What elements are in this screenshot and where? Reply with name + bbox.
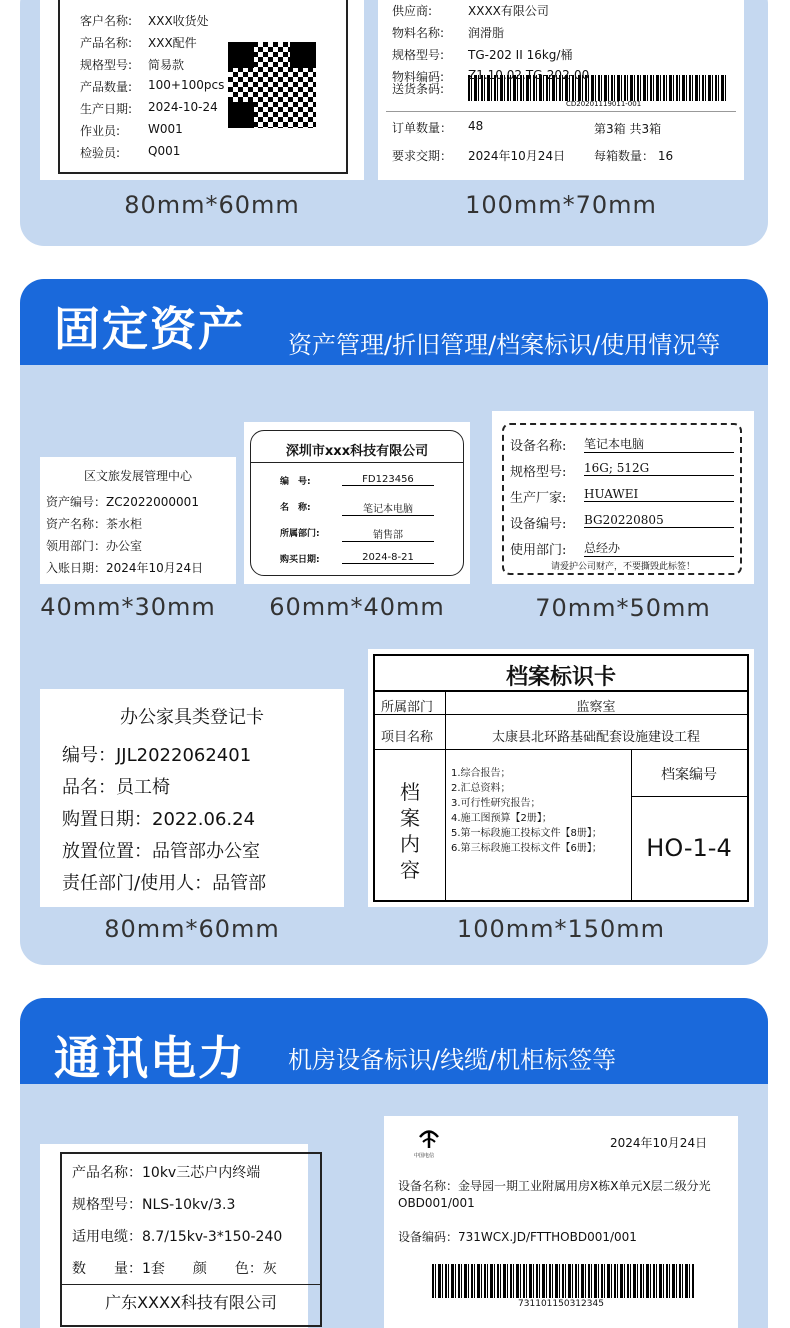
size-label: 80mm*60mm [104, 915, 280, 943]
device-code: 设备编码：731WCX.JD/FTTHOBD001/001 [398, 1230, 637, 1244]
label-note: 请爱护公司财产，不要撕毁此标签！ [550, 562, 695, 572]
label-title [140, 0, 260, 1]
project-key: 项目名称 [381, 730, 434, 745]
section-panel-telecom [20, 998, 768, 1328]
due-date-value: 2024年10月24日 [468, 149, 566, 163]
asset-label-company [244, 422, 470, 584]
content-key-char: 案 [400, 806, 420, 830]
due-date-label: 要求交期： [392, 149, 453, 163]
barcode-number: CD20201119011-001 [566, 100, 642, 108]
device-name: 设备名称：金导园一期工业附属用房X栋X单元X层二级分光OBD001/001 [398, 1179, 711, 1210]
section-title: 通讯电力 [54, 1031, 246, 1085]
row-value: 简易款 [148, 58, 185, 72]
barcode-label: 送货条码: [392, 82, 445, 96]
row-key: 设备名称: [510, 439, 567, 454]
row-text: 规格型号：NLS-10kv/3.3 [72, 1197, 236, 1213]
project-value: 太康县北环路基础配套设施建设工程 [491, 730, 700, 745]
per-box-qty: 每箱数量： 16 [594, 149, 674, 163]
row-text: 适用电缆：8.7/15kv-3*150-240 [72, 1229, 283, 1245]
label-title: 区文旅发展管理中心 [83, 469, 192, 483]
row-text: 资产名称：茶水柜 [46, 517, 143, 531]
content-key-char: 容 [400, 858, 420, 882]
qr-code [228, 42, 316, 128]
row-value: HUAWEI [584, 487, 734, 502]
row-key: 物料名称: [392, 26, 445, 40]
row-value: FD123456 [342, 474, 434, 486]
row-key: 作业员: [80, 124, 121, 138]
label-date: 2024年10月24日 [610, 1136, 708, 1150]
archive-item: 3.可行性研究报告； [451, 798, 541, 809]
row-key: 客户名称: [80, 14, 133, 28]
section-subtitle: 资产管理/折旧管理/档案标识/使用情况等 [288, 331, 721, 359]
content-key-char: 内 [400, 832, 420, 856]
order-qty-label: 订单数量： [392, 121, 453, 135]
row-value: XXXX有限公司 [468, 4, 549, 18]
section-panel-fixed-assets [20, 279, 768, 965]
archive-item: 6.第三标段施工投标文件【6册】； [451, 843, 602, 854]
row-value: 润滑脂 [468, 26, 505, 40]
section-subtitle: 机房设备标识/线缆/机柜标签等 [288, 1046, 617, 1074]
row-value: 总经办 [584, 539, 734, 557]
order-qty-value: 48 [468, 119, 484, 133]
barcode-number: 731101150312345 [518, 1299, 604, 1309]
section-banner [20, 998, 768, 1084]
row-key: 设备编号: [510, 517, 567, 532]
row-value: 销售部 [342, 526, 434, 542]
section-banner [20, 279, 768, 365]
delivery-label-card [378, 0, 744, 219]
archive-code-key: 档案编号 [661, 767, 717, 783]
row-value: Q001 [148, 144, 181, 158]
row-value: XXX收货处 [148, 14, 209, 28]
archive-item: 1.综合报告； [451, 768, 511, 779]
row-key: 使用部门: [510, 543, 567, 558]
row-value: TG-202 II 16kg/桶 [468, 48, 573, 62]
device-barcode [432, 1264, 694, 1298]
row-key: 名 称: [280, 503, 311, 513]
row-key: 生产日期: [80, 102, 133, 116]
row-value: 笔记本电脑 [342, 500, 434, 516]
row-value: 100+100pcs [148, 78, 225, 92]
dept-value: 监察室 [576, 700, 616, 715]
archive-item: 5.第一标段施工投标文件【8册】； [451, 828, 602, 839]
device-label-card [384, 1116, 738, 1328]
row-key: 规格型号: [510, 465, 567, 480]
archive-item: 4.施工图预算【2册】； [451, 813, 552, 824]
row-text: 品名：员工椅 [62, 777, 170, 798]
row-key: 供应商: [392, 4, 433, 18]
row-text: 放置位置：品管部办公室 [62, 841, 260, 862]
row-key: 编 号: [280, 477, 311, 487]
size-label: 100mm*150mm [456, 915, 666, 943]
size-label: 70mm*50mm [535, 594, 711, 622]
row-key: 生产厂家: [510, 491, 567, 506]
box-info: 第3箱 共3箱 [594, 122, 662, 136]
row-key: 产品名称: [80, 36, 133, 50]
shipping-label-card [40, 0, 364, 219]
row-text: 责任部门/使用人：品管部 [62, 873, 267, 894]
label-title: 办公家具类登记卡 [120, 707, 264, 728]
logo-text: 中国电信 [414, 1153, 435, 1159]
row-value: XXX配件 [148, 36, 197, 50]
section-title: 固定资产 [54, 302, 246, 356]
row-key: 规格型号: [392, 48, 445, 62]
row-value: W001 [148, 122, 183, 136]
size-label: 80mm*60mm [124, 191, 300, 219]
row-value: Z1.10.02.TG-202-00 [468, 68, 590, 82]
row-text: 产品名称：10kv三芯户内终端 [72, 1165, 261, 1181]
row-key: 物料编码: [392, 70, 445, 84]
row-value: 2024-10-24 [148, 100, 218, 114]
size-label: 60mm*40mm [269, 593, 445, 621]
row-text: 编号：JJL2022062401 [62, 745, 252, 766]
row-key: 购买日期: [280, 555, 320, 565]
archive-code-value: HO-1-4 [646, 834, 732, 862]
archive-table [373, 654, 749, 902]
telecom-logo-icon [414, 1128, 444, 1150]
dept-key: 所属部门 [381, 700, 434, 715]
section-panel-1 [20, 0, 768, 246]
row-text: 领用部门：办公室 [46, 539, 143, 553]
row-text: 购置日期：2022.06.24 [62, 809, 256, 830]
row-text: 数 量：1套 颜 色：灰 [72, 1261, 277, 1277]
row-key: 检验员: [80, 146, 121, 160]
archive-card [368, 649, 754, 907]
label-title: 深圳市xxx科技有限公司 [285, 444, 429, 459]
row-key: 产品数量: [80, 80, 133, 94]
content-key-char: 档 [400, 780, 420, 804]
company-name: 广东XXXX科技有限公司 [105, 1293, 277, 1312]
row-text: 入账日期：2024年10月24日 [46, 561, 204, 575]
row-text: 资产编号：ZC2022000001 [46, 495, 199, 509]
row-value: BG20220805 [584, 513, 734, 528]
size-label: 100mm*70mm [465, 191, 657, 219]
archive-item: 2.汇总资料； [451, 783, 511, 794]
row-value: 2024-8-21 [342, 552, 434, 564]
row-key: 规格型号: [80, 58, 133, 72]
asset-label-device [492, 411, 754, 584]
asset-label-small [40, 457, 236, 584]
cable-label-card [40, 1144, 308, 1328]
furniture-card [40, 689, 344, 907]
size-label: 40mm*30mm [40, 593, 216, 621]
row-value: 16G; 512G [584, 461, 734, 476]
row-value: 笔记本电脑 [584, 435, 734, 453]
row-key: 所属部门: [280, 529, 320, 539]
archive-title: 档案标识卡 [505, 665, 616, 690]
